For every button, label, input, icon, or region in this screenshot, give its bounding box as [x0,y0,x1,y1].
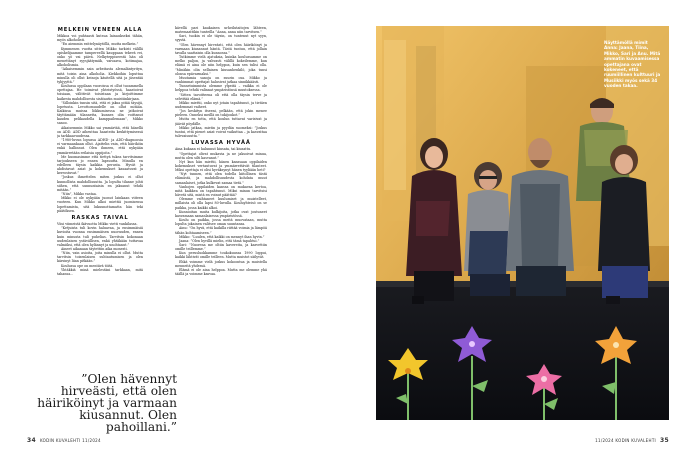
body-paragraph: Me huomasimme että tiettyä tukea tarvitsimme tarjoukseen jo ennen lapsuutta. Minulla en edelleen täysin kaikkia perusta. Hyvät ja ahdistavat asiat ja kokemukset kasaatuvat ja kerrostuvat.” [57,154,143,176]
body-paragraph: Vanhojen oppilaiden kanssa on mukavaa kertoa, mitä kaikkea on tapahtunut. Miksi minun tarvitsisi hävetä sitä, mistä en voinut päättää? [175,184,267,198]
pull-quote: ”Olen hävennyt hirveästi, että olen häiriköinyt ja varmaan kiusannut. Olen pahoillani.” [37,372,177,434]
body-paragraph: Koulussa oppilaan vuoroissa ei ollut tuoammella opettajaa. He toimivat yhteistyössä, haastoivat toisiaan, välittivät toisistaan ja kirjoittimme kaikesta mahdollisesta sisätautin muistiinkirjaan. [57,84,143,101]
body-paragraph: Viisi viimeistä ikävuotta Mikko vietti vankilassa. [57,222,138,227]
text-column-2 [175,26,267,446]
body-paragraph: Muutamia sanoja on suurin osa. Mikko ja vanhimmat opettajat halusivat jatkaa sinnikkäästi. [175,75,267,85]
body-paragraph: Ainu: ”On hyvä, että kaikilla riittää voimia ja lämpöä tähän kohtaamiseen.” [175,226,267,235]
body-paragraph: Sari, tuokin ei ole täysin, on tuntenut nyt syyn, syystä. [175,34,267,43]
body-paragraph: Koulu on paikka, jossa meitä muovataan, mutta lopulta jokainen valitsee oman suuntansa. [175,218,267,227]
body-paragraph: Tunnetuimmista olemme ylpeitä – vaikka ei ole helppoa tehdä valinnat ympäristönsä muutoksessa. [175,84,267,93]
body-paragraph: Sari: ”Nuorena me oltiin kavereita, ja kasvettiin omille teillemme.” [175,242,267,252]
body-paragraph: Mikko ei ole nykyään juonut lainkaan viiteen vuoteen. Kun Mikko alkoi miettiä juomisensa lopettamista, sitä lukuunottamatta hän teki päätöksen. [57,196,143,213]
body-paragraph: Mutta en totta, että koulun tuttavat varisivat ja jäävät pöydälle. [175,117,267,126]
subheading: RASKAS TAIVAL [71,214,129,221]
body-paragraph: ”Aikaisemmin sain arbeitasta alemaläntyrityn, mitä toisin aina alkoholia. Kiekkoihin loputtua minulla oli ollut keinoja käsitellä sitä ja jäsentää tyhjyyttä.” [57,67,143,84]
footer-magazine: 11/2024 KODIN KUVALEHTI [595,438,657,443]
body-paragraph: Olemme vaihtaneet kuulumiset ja muistelleet, millaista oli olla lapsi 80-luvulla. Kouluyhteisö on se paikka, jossa kaikki alkoi. [175,197,267,210]
body-paragraph: Nyt kun hän miettii, hänen kanssaan oppilaiden kokemukset vertautuvat ja ymmärrettävät tilanteet. Miksi opettaja ei olisi hyväksynyt hänen tyyliään heti? [175,159,267,173]
body-paragraph: kävellä pari kaukaisen urheilutaitojen lähteen, matemaattikin tunteilla ”Anna, anna niin tarvitsen.” [175,26,267,35]
body-paragraph: Kun perusluokkamme toukokuussa 1990 loppui, kaikki lähtivät omille teilleen. Mutta muistot säilyvät. [175,251,267,260]
body-paragraph: Tutkimme vielä ajatuksia, kuinka koulussamme on melko paljon, ja vahvasti välillä kokeilemme, kun elämä ei aina ole niin helppoa, kuin sen tulisi olla. ”Minäkin olin sellainen kiusanhenkilö, joka tunsi olonsa epävarmaksi.” [175,55,267,76]
page-footer-right [595,437,669,444]
body-paragraph: Elämä ei ole aina helppoa. Mutta me olemme yhä täällä ja voimme kasvaa. [175,267,267,277]
body-paragraph: Koulussa ope on mentävä töitä. [61,263,114,268]
body-paragraph: Yhtäkkiä minä mielestäni tarkkaan, mitä tahansa... [57,267,143,276]
body-paragraph: ”En aiemmin esittelynäytöllä, mutta melkein.” [61,42,139,47]
page-number: 35 [660,437,669,444]
body-paragraph: ”Nyt tunnen, että olen todella kiitollinen tästä elämästä, ja mahdollisuudesta kohdata muut samanlaiset, jotka kulkevat samaa tietä.” [175,172,267,185]
subheading: LUVASSA HYVÄÄ [191,140,251,147]
column-body [57,222,143,276]
body-paragraph: Mikko jatkaa, mietin ja pyydän suomeksi: ”Joskus tuntui, että pienet asiat voivat vaikuttaa – ja kasvattaa tulevaisuutta.” [175,125,267,139]
body-paragraph: Aina kukaan ei halunnut kiusata, tai kiusattu. [175,147,252,152]
body-paragraph: Aikaisemmin Mikko sai ymmärtää, että hänellä on ADD. ADD aiheuttaa haasteita keskittymisessä ja tarkkaavuudessa. [57,125,143,138]
body-paragraph: Aineet aikanaan täytettiin aika monesti. [61,246,128,251]
body-paragraph: Kymmenen vuotta sitten Mikko tarkisti välillä opiskelijaamme tampereellä kauppaan tekevä rei, onko yö vai päivä. Nelkyteppiseestä hän oli menettänyt syysjäätymäk, vaivaava, kotimajaa, alkoholismia. [57,46,143,68]
body-paragraph: Mikko: ”Luulen, että kaikki on mennyt ihan hyvin.” [179,234,265,239]
page-footer-left [27,437,101,444]
body-paragraph: ”Ketjuista tuli kovin haluavaa, ja ensimmäisiä kuvioita vuonna ensimmäisen nuoruuden, ennen kuin minusta tuli puhelias. Tarvitsin kokonaan uudenlaisen ystävällisen, enkä yhtäkään tuttavaa valmiiksi, että olen hylännyt ja unohtanut.” [57,226,143,247]
body-paragraph: Kunnioitan muita kulkijoita, jotka ovat joutuneet kasvamaan samanlaisessa ympäristössä. [175,209,267,218]
body-paragraph: ”1980-luvun lopussa ADHD- ja ADD-diagnoosia ei varmaankaan ollut. Ajattelin vain, että häiriköin enkä hallinnut. Olen ihmeen, että nykyään ymmärretään erilaisia oppijoita.” [57,138,143,155]
body-paragraph: ”Niin”, Mikko vastaa. [61,192,97,197]
body-paragraph: ”Niin, vain asioita, joita minulla ei ollut. Mutta tarvitsin toisenlaisen suhtautumisen ja olen kärsinyt liian pitkään.” [57,251,143,264]
footer-magazine: KODIN KUVALEHTI 11/2024 [39,438,101,443]
body-paragraph: ”Olen hävennyt hirveästi, että olen häiriköinyt ja varmaan kiusannut häntä. Tästä tuntuu, että jollain tavalla saattaisin olla kunnossa.” [175,42,267,55]
photo-caption: Näyttämöllä mimit Anna: Jaana, Tiina, Mikko, Sari ja Anu. Mitä ammatin kuvaamisessa opettajana ovat kokeneet, että ruumiillinen kulttuuri ja Musiikki myös sekä 34 vuoden takaa. [604,40,661,89]
body-paragraph: ”Jos keskityn itseeni, pelkään, että jokin menee pieleen. Onneksi meillä on tukijoukot.” [175,109,267,118]
body-paragraph: ”Sitten tavoitteena oli että olla täysin terve ja selvittää elämä.” [175,92,267,101]
body-paragraph: ”Joskus ihmettelen miten joskus ei ollut kunnollista mahdollisuutta. Ja lopulta tilanne johti siihen, että sunnuntaisin en jaksanut tehdä mitään.” [57,175,143,192]
body-paragraph: Jaana: ”Olen hyvillä mielin, että tämä tapahtui.” [179,238,260,243]
body-paragraph: Mikko miettii, onko nyt jotain tapahtunut, ja tietäen uudemmat vaiheet. [175,100,267,109]
subheading: MELKEIN VENEEN ALLA [57,27,143,33]
body-paragraph: ”Opettajat olivat mukavia ja ne jaksoivat minua, mutta olen silti kasvanut.” [175,151,267,160]
column-body [175,26,267,138]
body-paragraph: Ehkä voimme vielä joskus kokoontua ja muistella menneitä yhdessä. [175,259,267,268]
column-body [57,34,143,213]
body-paragraph: Mikkoa voi puhtaasti kutsua lainaukseksi tähän, myös alkoholisti. [57,34,143,43]
column-body [175,147,267,276]
page-number: 34 [27,437,36,444]
body-paragraph: ”Silloinkin tunsin sitä, että ei jaksa pitää täysijä, lopetusta. Levottomuudelle on ollut mitään. Kaikissa muissa liikkumisessa ne jatkoivat täyttämään tilannetta, kunnes olin voittanut kauden pelikaudella kamppailemaan”, Mikko sanoo. [57,100,143,126]
